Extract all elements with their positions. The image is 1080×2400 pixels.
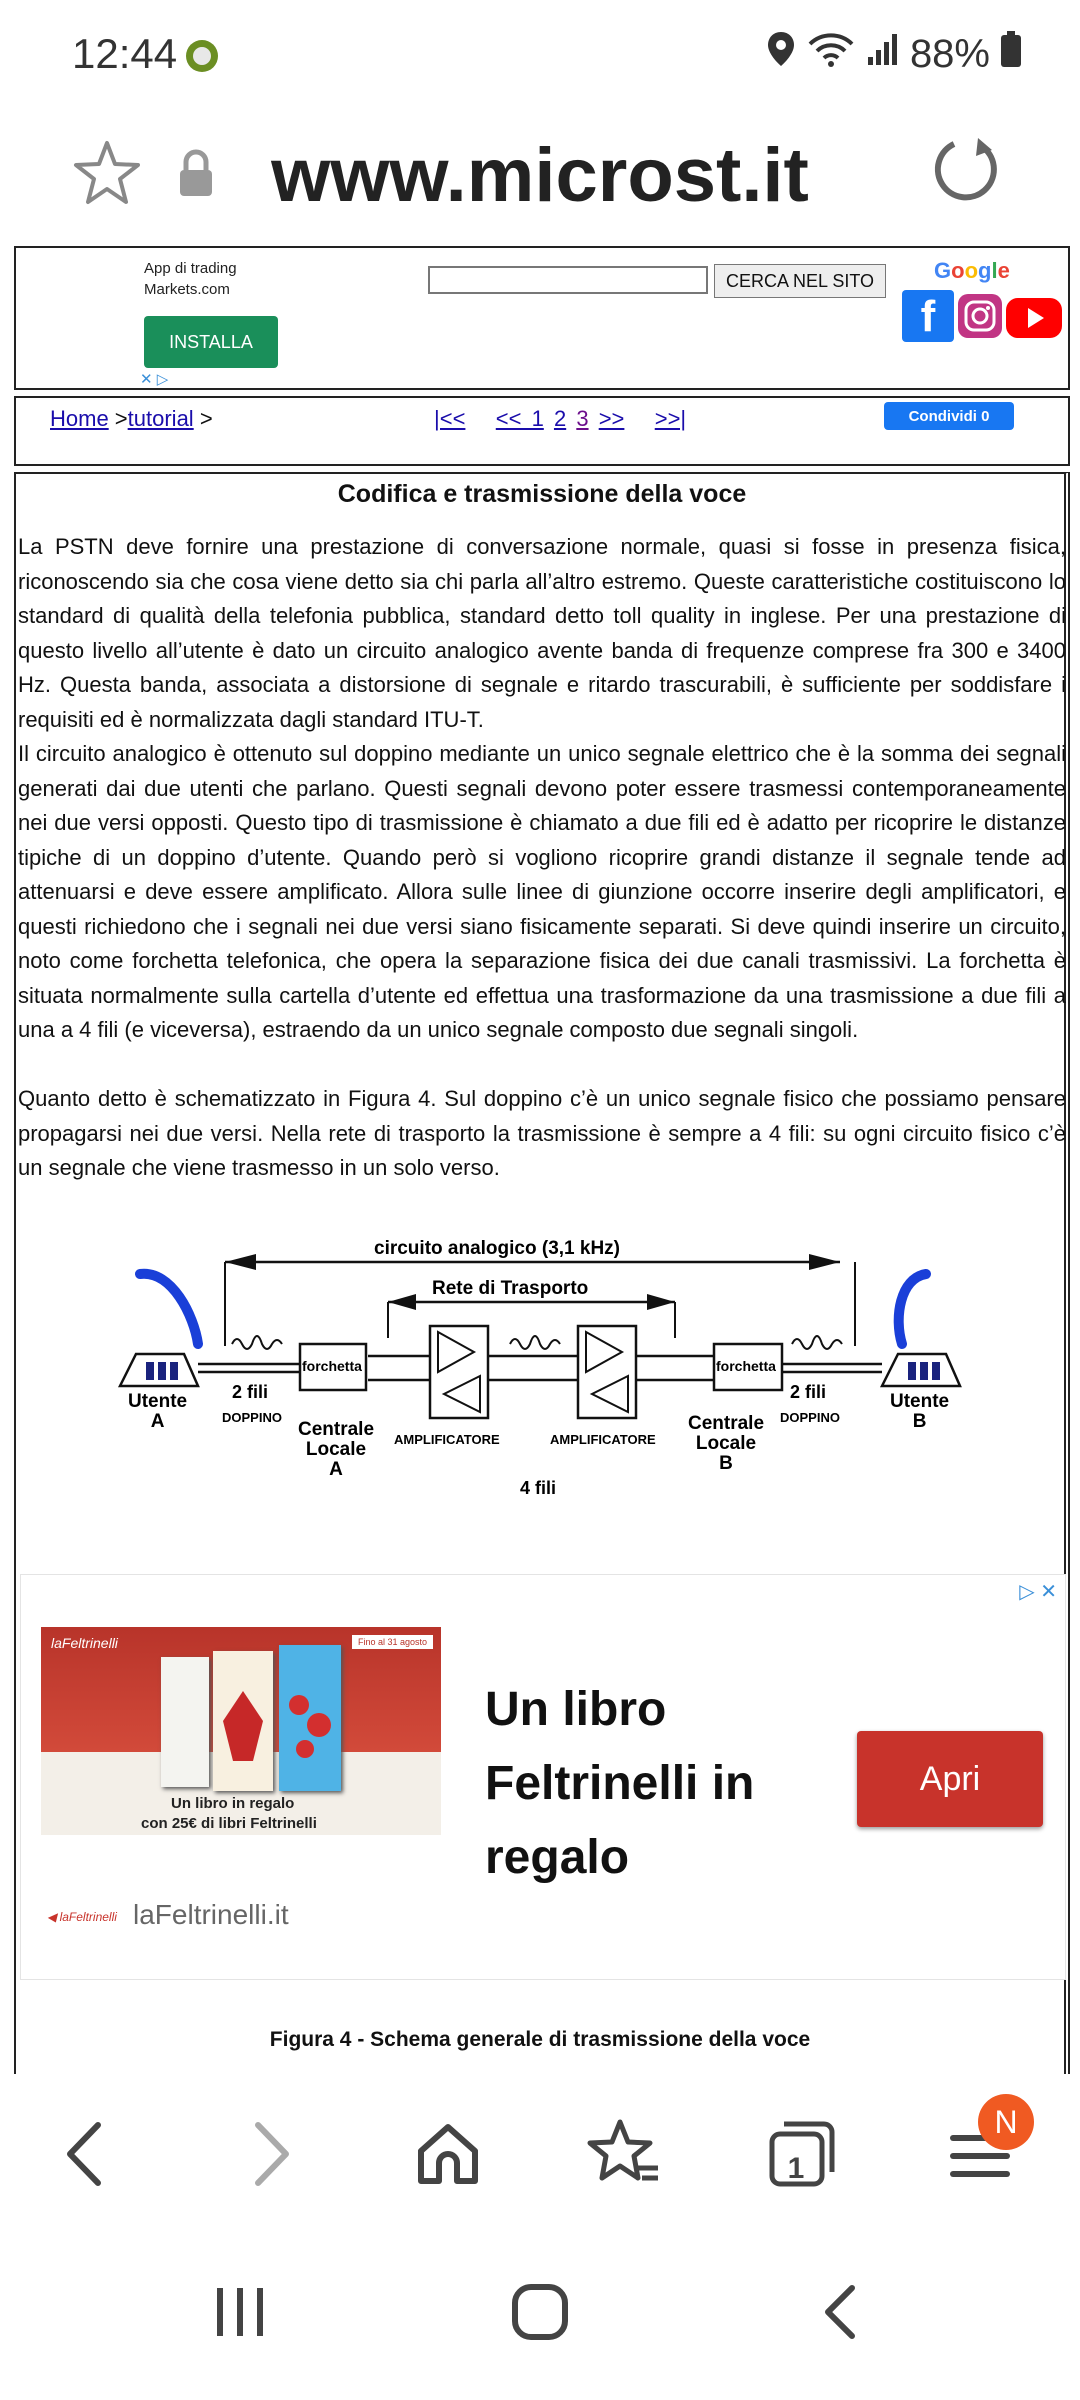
ad-image[interactable] bbox=[41, 1627, 441, 1835]
signal-icon bbox=[866, 31, 900, 77]
google-logo[interactable]: Google bbox=[934, 258, 1010, 283]
pager-last[interactable]: >>| bbox=[654, 406, 687, 431]
ad-logo: ◀ laFeltrinelli bbox=[47, 1910, 117, 1924]
paragraph-3: Quanto detto è schematizzato in Figura 4. Sul doppino c’è un unico segnale fisico che possiamo pensare propagarsi nei due versi. Nella rete di trasporto la trasmissione è sempre a 4 fili: su ogni circuito fisico c’è un segnale che viene trasmesso in un solo verso. bbox=[18, 1086, 1066, 1180]
ad-close-icon[interactable]: ▷ ✕ bbox=[1019, 1581, 1057, 1603]
location-icon bbox=[766, 30, 796, 78]
site-header bbox=[14, 246, 1070, 390]
web-content bbox=[0, 246, 1080, 2074]
ad-headline-line2: Feltrinelli in bbox=[485, 1757, 755, 1810]
wifi-icon bbox=[806, 30, 856, 78]
book-cover-1 bbox=[161, 1657, 209, 1787]
label-central-b bbox=[688, 1414, 764, 1474]
paragraph-2: Il circuito analogico è ottenuto sul doppino mediante un unico segnale elettrico che è la somma dei segnali generati dai due utenti che parlano. Questi segnali devono poter essere trasmessi contemporaneamente nei due versi opposti. Questo tipo di trasmissione è chiamato a due fili ed è adatto per ricoprire le distanze tipiche di un doppino d’utente. Quando però si vogliono ricoprire grandi distanze il segnale tende ad attenuarsi e deve essere amplificato. Allora sulle linee di giunzione occorre inserire degli amplificatori, e questi richiedono che i segnali nei due versi siano fisicamente separati. Si deve quindi inserire un circuito, noto come forchetta telefonica, che opera la separazione fisica dei due canali trasmissivi. La forchetta è situata normalmente sulla cartella d’utente ed effettua una trasformazione da una trasmissione a due fili a una a 4 fili (e viceversa), estraendo da un unico segnale composto due segnali singoli. bbox=[18, 741, 1066, 1042]
tabs-button[interactable] bbox=[752, 2104, 852, 2204]
ad-feltrinelli[interactable] bbox=[20, 1574, 1066, 1980]
battery-icon bbox=[1000, 30, 1022, 78]
ad-image-text-2: con 25€ di libri Feltrinelli bbox=[141, 1815, 317, 1832]
book-cover-3 bbox=[279, 1645, 341, 1791]
label-two-wires-b: 2 fili bbox=[790, 1382, 827, 1402]
system-back-button[interactable] bbox=[812, 2282, 872, 2342]
ad-image-text-1: Un libro in regalo bbox=[171, 1795, 295, 1812]
ad-image-brand: laFeltrinelli bbox=[51, 1635, 118, 1651]
label-central-a-line2: Locale bbox=[305, 1439, 367, 1460]
notification-icon bbox=[184, 38, 220, 74]
reload-icon[interactable] bbox=[928, 132, 1004, 208]
back-button[interactable] bbox=[36, 2104, 136, 2204]
label-central-b-line3: B bbox=[719, 1453, 733, 1474]
ad-headline[interactable] bbox=[485, 1673, 754, 1895]
label-analog-circuit: circuito analogico (3,1 kHz) bbox=[374, 1238, 620, 1259]
pager-next[interactable]: >> bbox=[598, 406, 625, 431]
facebook-icon[interactable]: f bbox=[902, 290, 954, 342]
label-central-a bbox=[298, 1420, 374, 1480]
battery-text: 88% bbox=[909, 31, 990, 76]
breadcrumb-separator: > bbox=[108, 406, 128, 431]
bookmarks-button[interactable] bbox=[574, 2104, 674, 2204]
figure-caption: Figura 4 - Schema generale di trasmissione della voce bbox=[269, 2028, 811, 2051]
article-title: Codifica e trasmissione della voce bbox=[337, 480, 747, 508]
notification-badge: N bbox=[978, 2094, 1034, 2150]
label-central-b-line2: Locale bbox=[695, 1433, 757, 1454]
ad-choices-icon[interactable]: ✕ ▷ bbox=[140, 371, 169, 388]
status-indicators bbox=[766, 30, 1022, 78]
ad-headline-line3: regalo bbox=[485, 1831, 630, 1884]
home-button[interactable] bbox=[398, 2104, 498, 2204]
search-button[interactable]: CERCA NEL SITO bbox=[714, 264, 886, 298]
ad-trading-line1: App di trading bbox=[144, 260, 237, 277]
figure-diagram bbox=[110, 1206, 970, 1506]
install-button[interactable]: INSTALLA bbox=[144, 316, 278, 368]
label-transport-network: Rete di Trasporto bbox=[432, 1278, 589, 1299]
label-central-a-line3: A bbox=[329, 1459, 343, 1480]
label-central-b-line1: Centrale bbox=[688, 1413, 765, 1434]
label-doppino-b: DOPPINO bbox=[780, 1410, 840, 1425]
clock: 12:44 bbox=[72, 30, 178, 77]
status-bar bbox=[0, 0, 1080, 118]
label-four-wires: 4 fili bbox=[520, 1478, 557, 1498]
label-user-a-line1: Utente bbox=[128, 1391, 188, 1412]
nav-bar bbox=[14, 396, 1070, 466]
ad-trading-line2: Markets.com bbox=[144, 281, 230, 298]
label-two-wires-a: 2 fili bbox=[232, 1382, 269, 1402]
instagram-icon[interactable] bbox=[958, 294, 1002, 338]
url-text[interactable]: www.microst.it bbox=[271, 133, 809, 218]
system-navigation-bar bbox=[0, 2234, 1080, 2400]
youtube-icon[interactable] bbox=[1006, 298, 1062, 338]
label-user-b-line1: Utente bbox=[890, 1391, 950, 1412]
pager-page-3[interactable]: 3 bbox=[576, 406, 589, 431]
search-input[interactable] bbox=[428, 266, 708, 294]
breadcrumb-tutorial[interactable]: tutorial bbox=[127, 406, 194, 431]
ad-trading[interactable] bbox=[144, 258, 237, 300]
paragraph-1: La PSTN deve fornire una prestazione di conversazione normale, quasi si fosse in presenza fisica, riconoscendo sia che cosa viene detto sia chi parla all’altro estremo. Queste caratteristiche costituiscono lo standard di qualità della telefonia pubblica, standard detto toll quality in inglese. Per una prestazione di questo livello all’utente è dato un circuito analogico avente banda di frequenze comprese fra 300 e 3400 Hz. Questa banda, associata a distorsione di segnale e ritardo trascurabili, è sufficiente per soddisfare i requisiti ed è normalizzata dagli standard ITU-T. bbox=[18, 534, 1066, 732]
label-fork-b: forchetta bbox=[716, 1358, 776, 1374]
pager-page-2[interactable]: 2 bbox=[553, 406, 567, 431]
share-label: Condividi 0 bbox=[908, 407, 990, 425]
label-user-a bbox=[128, 1392, 187, 1432]
label-doppino-a: DOPPINO bbox=[222, 1410, 282, 1425]
label-central-a-line1: Centrale bbox=[298, 1419, 375, 1440]
breadcrumb-home[interactable]: Home bbox=[50, 406, 109, 431]
label-user-a-line2: A bbox=[150, 1411, 165, 1432]
label-amplifier-2: AMPLIFICATORE bbox=[550, 1432, 656, 1447]
ad-headline-line1: Un libro bbox=[485, 1683, 667, 1736]
ad-domain[interactable]: laFeltrinelli.it bbox=[133, 1899, 289, 1930]
recent-apps-button[interactable] bbox=[212, 2284, 268, 2340]
browser-address-bar bbox=[0, 118, 1080, 246]
breadcrumb-separator: > bbox=[193, 406, 213, 431]
share-button[interactable] bbox=[884, 402, 1014, 430]
label-amplifier-1: AMPLIFICATORE bbox=[394, 1432, 500, 1447]
label-user-b-line2: B bbox=[912, 1411, 927, 1432]
tabs-count: 1 bbox=[787, 2152, 805, 2185]
ad-image-badge: Fino al 31 agosto bbox=[352, 1635, 433, 1649]
browser-bottom-toolbar bbox=[0, 2074, 1080, 2234]
system-home-button[interactable] bbox=[510, 2282, 570, 2342]
book-cover-2 bbox=[213, 1651, 273, 1791]
label-user-b bbox=[890, 1392, 949, 1432]
pager-prev[interactable]: << 1 bbox=[495, 406, 544, 431]
label-fork-a: forchetta bbox=[302, 1358, 362, 1374]
pager bbox=[434, 406, 686, 432]
breadcrumb bbox=[50, 406, 213, 432]
pager-first[interactable]: |<< bbox=[434, 406, 466, 431]
ad-open-button[interactable]: Apri bbox=[857, 1731, 1043, 1827]
forward-button[interactable] bbox=[220, 2104, 320, 2204]
